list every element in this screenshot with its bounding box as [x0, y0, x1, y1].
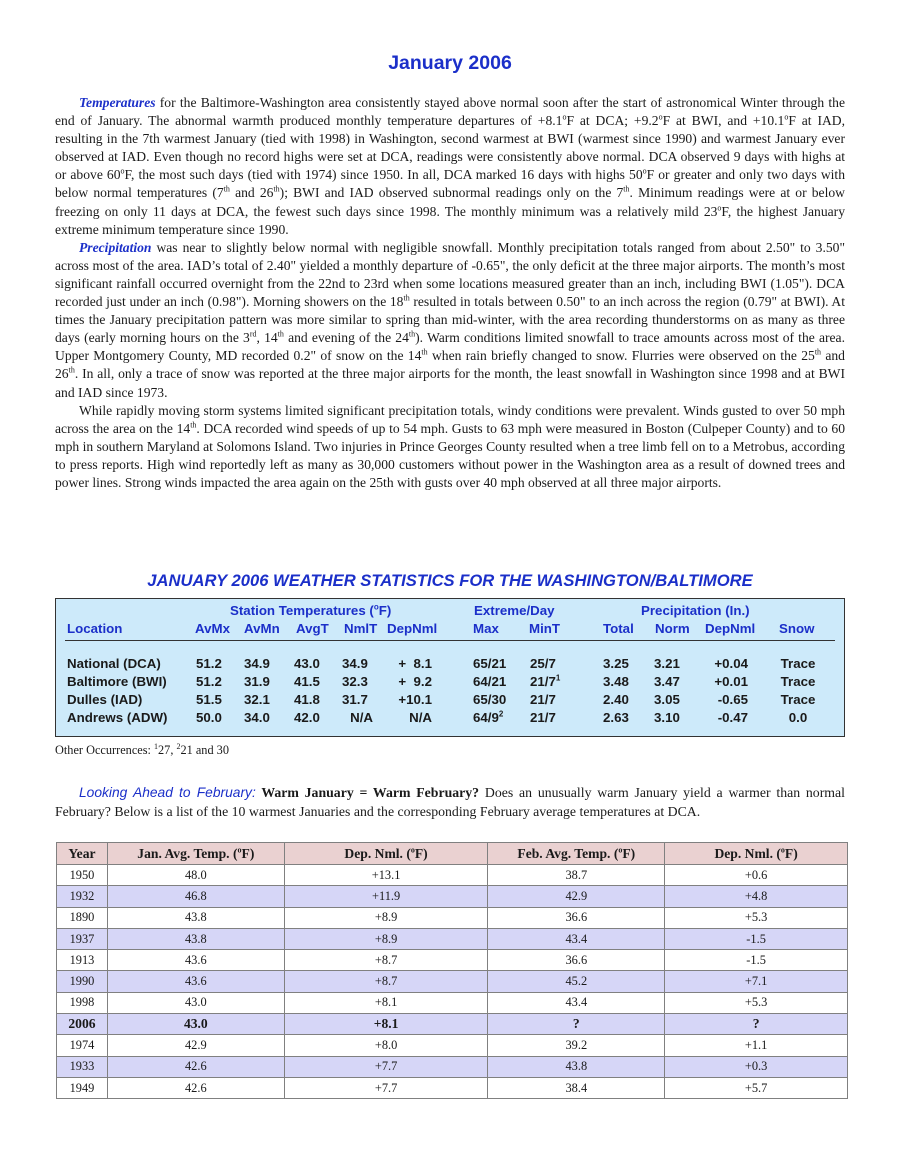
looking-ahead-lead: Looking Ahead to February:: [79, 785, 256, 800]
stats-row-location: National (DCA): [67, 656, 161, 671]
table-row: 1937 43.8 +8.9 43.4 -1.5: [57, 928, 848, 949]
col-avmx: AvMx: [195, 621, 230, 636]
table-row-current-year: 2006 43.0 +8.1 ? ?: [57, 1014, 848, 1035]
col-year: Year: [57, 843, 108, 865]
col-nmlt: NmlT: [344, 621, 378, 636]
table-row: 1949 42.6 +7.7 38.4 +5.7: [57, 1077, 848, 1098]
col-avmn: AvMn: [244, 621, 280, 636]
col-total: Total: [603, 621, 634, 636]
col-feb-dep-nml: Dep. Nml. ($^o$F): [665, 843, 848, 865]
page-title: January 2006: [388, 52, 512, 74]
warmest-januaries-table: [56, 842, 848, 1099]
group-extreme-day: Extreme/Day: [474, 603, 555, 618]
looking-ahead-question: Warm January = Warm February?: [255, 785, 480, 800]
table-row: 1933 42.6 +7.7 43.8 +0.3: [57, 1056, 848, 1077]
table-row: 1950 48.0 +13.1 38.7 +0.6: [57, 865, 848, 886]
looking-ahead-paragraph: Looking Ahead to February: Warm January = Warm February? Does an unusually warm January yield a warmer than normal February? Below is a list of the 10 warmest Januaries and the corresponding February average temperatures at DCA.: [55, 785, 845, 819]
temperatures-lead: Temperatures: [79, 95, 156, 110]
footnote: Other Occurrences: $^1$27, $^2$21 and 30: [55, 741, 229, 757]
col-max: Max: [473, 621, 499, 636]
table-row: 1913 43.6 +8.7 36.6 -1.5: [57, 950, 848, 971]
stats-title: JANUARY 2006 WEATHER STATISTICS FOR THE WASHINGTON/BALTIMORE: [147, 571, 753, 590]
col-jan-dep-nml: Dep. Nml. ($^o$F): [284, 843, 488, 865]
precipitation-lead: Precipitation: [79, 239, 152, 255]
table-header-row: [57, 843, 848, 865]
table-row: 1998 43.0 +8.1 43.4 +5.3: [57, 992, 848, 1013]
table-row: 1932 46.8 +11.9 42.9 +4.8: [57, 886, 848, 907]
col-snow: Snow: [779, 621, 815, 636]
wind-paragraph: While rapidly moving storm systems limited significant precipitation totals, windy conditions were prevalent. Winds gusted to over 50 mph across the area on the 14th. DCA recorded wind speeds of up to 54 mph. Gusts to 63 mph were measured in Boston (Culpeper County) and to 60 mph in southern Maryland at Solomons Island. Two injuries in Prince Georges County resulted when a tree limb fell on to a Metrobus, according to press reports. High wind reportedly left as many as 30,000 customers without power in the Washington area as a result of downed trees and power lines. Strong winds impacted the area again on the 25th with gusts over 40 mph observed at all three major airports.: [55, 402, 845, 490]
col-mint: MinT: [529, 621, 561, 636]
col-avgt: AvgT: [296, 621, 329, 636]
col-norm: Norm: [655, 621, 690, 636]
stats-divider: [65, 640, 835, 641]
table-row: 1990 43.6 +8.7 45.2 +7.1: [57, 971, 848, 992]
stats-row-location: Baltimore (BWI): [67, 674, 167, 689]
group-station-temperatures: Station Temperatures ($^o$F): [230, 602, 392, 618]
table-row: 1974 42.9 +8.0 39.2 +1.1: [57, 1035, 848, 1056]
table-row: 1890 43.8 +8.9 36.6 +5.3: [57, 907, 848, 928]
stats-table: Station Temperatures ($^o$F) Extreme/Day Precipitation (In.) Location AvMx AvMn AvgT NmlT DepNml Max MinT Total Norm DepNml Snow National (DCA) 51.2 34.9 43.0 34.9 + 8.1 65/21 25/7 3.25 3.21 +0.04 Trace Baltimore (BWI) 51.2 31.9 41.5 32.3 + 9.2 64/21 $21/7^1$ 3.48 3.47 +0.01 Trace Dulles (IAD) 51.5 32.1 41.8 31.7 +10.1 65/30 21/7 2.40 3.05 -0.65 Trace Andrews (ADW) 50.0 34.0 42.0 N/A N/A $64/9^2$ 21/7 2.63 3.10 -0.47 0.0: [55, 598, 845, 737]
group-precipitation: Precipitation (In.): [641, 603, 750, 618]
precipitation-paragraph: Precipitation was near to slightly below normal with negligible snowfall. Monthly precipitation totals ranged from about 2.50" to 3.50" across most of the area. IAD’s total of 2.40" yielded a monthly departure of -0.65", the only deficit at the three major airports. The month’s most significant rainfall occurred overnight from the 22nd to 23rd when some locations measured greater than an inch, including BWI (1.05"). DCA recorded just under an inch (0.98"). Morning showers on the 18th resulted in totals between 0.50" to an inch across the region (0.79" at BWI). At times the January precipitation pattern was more similar to spring than mid-winter, with the area recording thunderstorms on as many as three days (early morning hours on the 3rd, 14th and evening of the 24th). Warm conditions limited snowfall to trace amounts across most of the area. Upper Montgomery County, MD recorded 0.2" of snow on the 14th when rain briefly changed to snow. Flurries were observed on the 25th and 26th. In all, only a trace of snow was reported at the three major airports for the month, the least snowfall in Washington since 1998 and at BWI and IAD since 1973.: [55, 239, 845, 400]
temperatures-paragraph: Temperatures for the Baltimore-Washington area consistently stayed above normal soon after the start of astronomical Winter through the end of January. The abnormal warmth produced monthly temperature departures of $+8.1^oF$ at DCA; $+9.2^oF$ at BWI, and $+10.1^oF$ at IAD, resulting in the 7th warmest January (tied with 1998) in Washington, second warmest at BWI (warmest since 1990) and warmest January ever observed at IAD. Even though no record highs were set at DCA, readings were consistently above normal. DCA observed 9 days with highs at or above 60$^o$F, the most such days (tied with 1974) since 1950. In all, DCA marked 16 days with highs 50$^o$F or greater and only two days with below normal temperatures (7th and 26th); BWI and IAD observed subnormal readings only on the 7th. Minimum readings were at or below freezing on only 11 days at DCA, the fewest such days since 1998. The monthly minimum was a relatively mild 23$^o$F, the highest January extreme minimum temperature since 1990.: [55, 95, 846, 237]
col-location: Location: [67, 621, 123, 636]
stats-row-location: Dulles (IAD): [67, 692, 143, 707]
narrative: [55, 94, 845, 492]
col-jan-avg-temp: Jan. Avg. Temp. ($^o$F): [107, 843, 284, 865]
col-feb-avg-temp: Feb. Avg. Temp. ($^o$F): [488, 843, 665, 865]
col-depnml: DepNml: [387, 621, 438, 636]
col-precip-depnml: DepNml: [705, 621, 756, 636]
stats-row-location: Andrews (ADW): [67, 710, 168, 725]
